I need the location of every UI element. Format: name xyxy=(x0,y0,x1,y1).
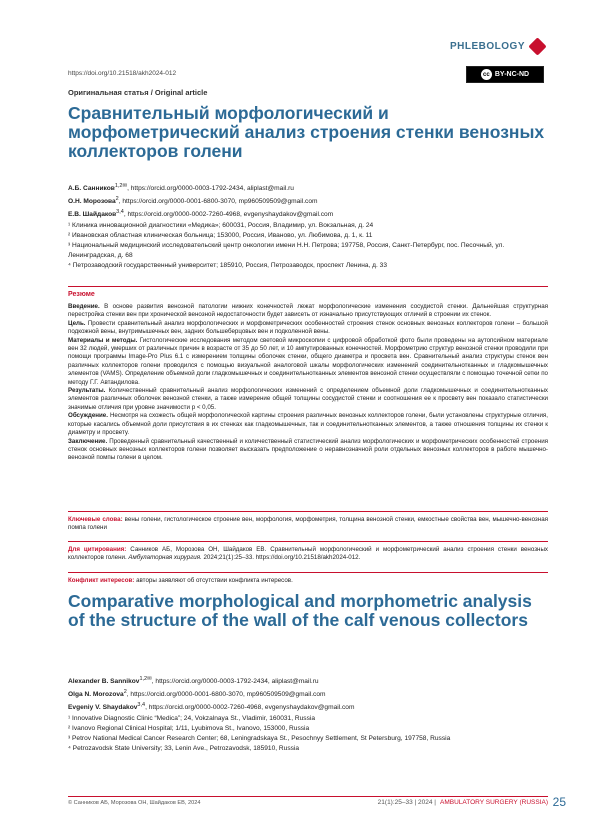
affiliation-en-2: ² Ivanovo Regional Clinical Hospital; 1/11, Lyubimova St., Ivanovo, 153000, Russia xyxy=(68,724,310,732)
abstract-results: Результаты. Количественный сравнительный анализ морфологических изменений с определением объемной доли гладкомышечных и соединительнотканных элементов различных оболочек венозной стенки, а также измерение общей толщины сосудистой стенки и соотношения ее к просвету вен показало статистически значимые отличия при уровне значимости p < 0,05. xyxy=(68,387,548,411)
journal-logo-icon xyxy=(528,37,546,55)
author-en-1: Alexander B. Sannikov$^{1,2✉}$, https://orcid.org/0000-0003-1792-2434, aliplast@mail.ru xyxy=(68,676,319,686)
author-ru-3: Е.В. Шайдаков$^{3,4}$, https://orcid.org/0000-0002-7260-4968, evgenyshaydakov@gmail.com xyxy=(68,209,334,219)
abstract-intro: Введение. В основе развития венозной патологии нижних конечностей лежат морфологические изменения сосудистой стенки. Дальнейшая структурная перестройка стенки вен при хронической венозной недостаточности будет зависеть от изначально присутствующих отличий в строении их стенок. xyxy=(68,303,548,319)
conflict-of-interest: Конфликт интересов: авторы заявляют об отсутствии конфликта интересов. xyxy=(68,577,293,584)
footer-issue xyxy=(378,799,548,806)
affiliation-ru-1: ¹ Клиника инновационной диагностики «Медика»; 600031, Россия, Владимир, ул. Вокзальная, д. 24 xyxy=(68,221,374,229)
affiliation-en-4: ⁴ Petrozavodsk State University; 33, Lenin Ave., Petrozavodsk, 185910, Russia xyxy=(68,744,300,752)
author-ru-1: А.Б. Санников$^{1,2✉}$, https://orcid.org/0000-0003-1792-2434, aliplast@mail.ru xyxy=(68,183,294,193)
citation: Для цитирования: Санников АБ, Морозова ОН, Шайдаков ЕВ. Сравнительный морфологический и морфометрический анализ строения стенки венозных коллекторов голени. Амбулаторная хирургия. 2024;21(1):25–33. https://doi.org/10.21518/akh2024-012. xyxy=(68,546,548,562)
license-label: BY-NC-ND xyxy=(494,71,530,78)
author-ru-2: О.Н. Морозова$^2$, https://orcid.org/0000-0001-6800-3070, mp960509509@gmail.com xyxy=(68,196,318,206)
keywords: Ключевые слова: вены голени, гистологическое строение вен, морфология, морфометрия, толщина венозной стенки, емкостные свойства вен, мышечно-венозная помпа голени xyxy=(68,516,548,532)
divider xyxy=(68,572,548,573)
affiliation-ru-4: ⁴ Петрозаводский государственный университет; 185910, Россия, Петрозаводск, проспект Ленина, д. 33 xyxy=(68,261,388,269)
footer-divider xyxy=(68,796,548,797)
abstract-methods: Материалы и методы. Гистологические исследования методом световой микроскопии с цифровой обработкой фото были проведены на аутопсийном материале вен 32 людей, умерших от различных причин в возрасте от 35 до 50 лет, и 10 ампутированных конечностей. Морфометрию структур венозной стенки проводили при помощи программы Image-Pro Plus 6.1 с измерением толщины оболочек стенки, общего диаметра и просвета вен. Сравнительный анализ структуры стенок вен различных коллекторов голени проводился с помощью визуальной аналоговой шкалы морфологических изменений соединительнотканных и гладкомышечных элементов (VAMS). Определение объемной доли гладкомышечных и соединительнотканных элементов венозной стенки осуществляли с помощью точечной сетки по методу Г.Г. Автандилова. xyxy=(68,336,549,386)
abstract-heading: Резюме xyxy=(68,291,95,298)
authors-en xyxy=(68,674,548,754)
author-en-3: Evgeniy V. Shaydakov$^{3,4}$, https://orcid.org/0000-0002-7260-4968, evgenyshaydakov@gmail.com xyxy=(68,702,355,712)
abstract-discussion: Обсуждение. Несмотря на схожесть общей морфологической картины строения различных венозных коллекторов голени, были установлены структурные отличия, которые касались объемной доли присутствия в их стенках как гладкомышечных, так и соединительнотканных элементов, а также отношения толщины их стенки к диаметру и просвету. xyxy=(68,412,548,437)
footer-copyright: © Санников АБ, Морозова ОН, Шайдаков ЕВ, 2024 xyxy=(68,800,201,806)
article-type: Оригинальная статья / Original article xyxy=(68,88,208,97)
divider xyxy=(68,286,548,287)
cc-icon: cc xyxy=(481,69,492,80)
footer-issue-info: 21(1):25–33 | 2024 | xyxy=(377,799,436,806)
abstract-conclusion: Заключение. Проведенный сравнительный качественный и количественный статистический анализ морфологических и морфометрических особенностей строения стенок основных венозных коллекторов голени позволяет высказать предположение о неравнозначной роли отдельных венозных коллекторов в работе мышечно-венозной помпы голени в целом. xyxy=(68,437,548,462)
authors-ru xyxy=(68,181,548,271)
affiliation-en-1: ¹ Innovative Diagnostic Clinic “Medica”; 24, Vokzalnaya St., Vladimir, 160031, Russia xyxy=(68,714,316,722)
affiliation-ru-2: ² Ивановская областная клиническая больница; 153000, Россия, Иваново, ул. Любимова, д. 1, к. 11 xyxy=(68,231,373,239)
page-number: 25 xyxy=(552,795,566,809)
journal-logo-text: PHLEBOLOGY xyxy=(449,41,525,52)
divider xyxy=(68,541,548,542)
affiliation-en-3: ³ Petrov National Medical Cancer Research Center; 68, Leningradskaya St., Pesochnyy Settlement, St Petersburg, 197758, Russia xyxy=(68,734,451,742)
journal-logo xyxy=(450,40,544,53)
divider xyxy=(68,511,548,512)
abstract-body xyxy=(68,303,548,463)
abstract-aim: Цель. Провести сравнительный анализ морфологических и морфометрических особенностей строения стенок основных венозных коллекторов голени – большой подкожной вены, внутримышечных вен, задних большеберцовых вен и подколенной вены. xyxy=(68,319,548,336)
title-ru: Сравнительный морфологический и морфометрический анализ строения стенки венозных коллекторов голени xyxy=(68,103,545,161)
doi-link[interactable]: https://doi.org/10.21518/akh2024-012 xyxy=(68,70,177,77)
license-badge[interactable] xyxy=(466,66,544,83)
footer-journal: AMBULATORY SURGERY (RUSSIA) xyxy=(439,799,548,806)
affiliation-ru-3: ³ Национальный медицинский исследовательский центр онкологии имени Н.Н. Петрова; 197758, Россия, Санкт-Петербург, пос. Песочный, ул. Ленинградская, д. 68 xyxy=(68,241,505,259)
title-en: Comparative morphological and morphometric analysis of the structure of the wall of the calf venous collectors xyxy=(68,591,532,630)
author-en-2: Olga N. Morozova$^2$, https://orcid.org/0000-0001-6800-3070, mp960509509@gmail.com xyxy=(68,689,326,699)
